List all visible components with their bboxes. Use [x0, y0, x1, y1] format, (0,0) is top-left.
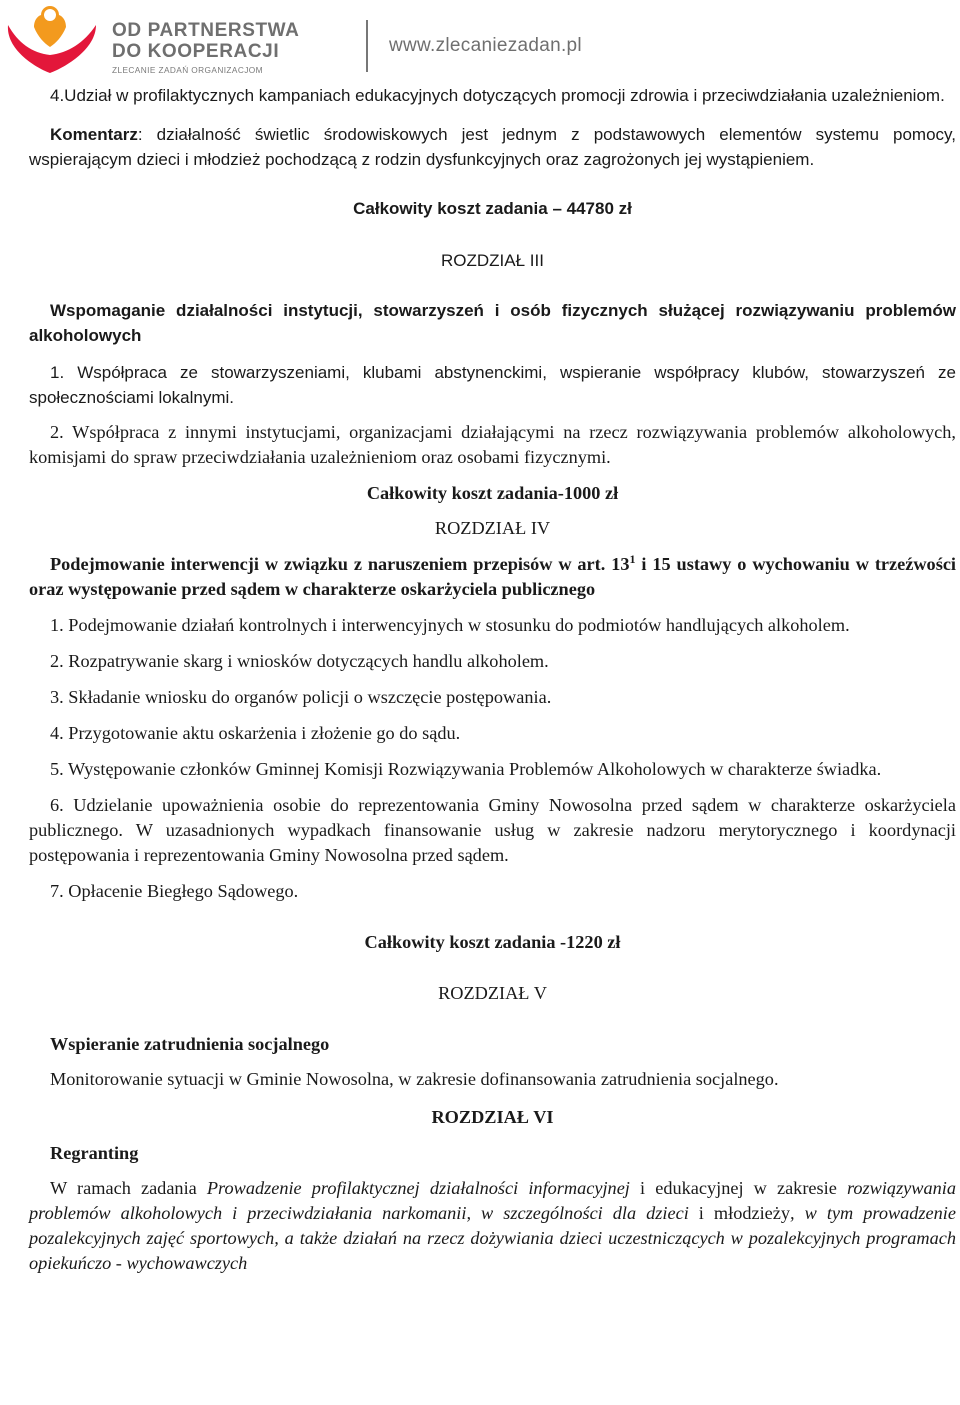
r6-text [29, 1176, 956, 1276]
r6-text-e: i młodzieży [688, 1203, 791, 1223]
r4-title-part-a: Podejmowanie interwencji w związku z naruszeniem przepisów w art. 13 [50, 554, 630, 574]
komentarz-label: Komentarz [50, 125, 138, 144]
r4-item-1: 1. Podejmowanie działań kontrolnych i interwencyjnych w stosunku do podmiotów handlujących alkoholem. [50, 615, 850, 635]
rozdzial-6-heading: ROZDZIAŁ VI [431, 1107, 554, 1127]
r4-item-2: 2. Rozpatrywanie skarg i wniosków dotyczących handlu alkoholem. [50, 651, 549, 671]
rozdzial-3-heading: ROZDZIAŁ III [441, 251, 544, 270]
r4-title-part-b: i 15 ustawy o wychowaniu w trzeźwości oraz występowanie przed sądem w charakterze oskarżyciela publicznego [29, 554, 957, 599]
r4-item-5: 5. Występowanie członków Gminnej Komisji Rozwiązywania Problemów Alkoholowych w charakterze świadka. [50, 759, 882, 779]
rozdzial-4-heading: ROZDZIAŁ IV [434, 518, 551, 538]
koszt-heading-1: Całkowity koszt zadania – 44780 zł [353, 199, 632, 218]
paragraph-komentarz [29, 122, 956, 172]
r4-item-6: 6. Udzielanie upoważnienia osobie do reprezentowania Gminy Nowosolna przed sądem w charakterze oskarżyciela publicznego. W uzasadnionych wypadkach finansowanie usług w zakresie nadzoru merytorycznego i koordynacji postępowania i reprezentowania Gminy Nowosolna przed sądem. [29, 795, 956, 865]
r4-item-3: 3. Składanie wniosku do organów policji o wszczęcie postępowania. [50, 687, 552, 707]
site-url[interactable]: www.zlecaniezadan.pl [389, 35, 582, 56]
document-body [29, 83, 956, 1276]
brand-text [112, 20, 300, 76]
paragraph-udzial: 4.Udział w profilaktycznych kampaniach edukacyjnych dotyczących promocji zdrowia i przeciwdziałania uzależnieniom. [50, 86, 945, 105]
r5-text: Monitorowanie sytuacji w Gminie Nowosolna, w zakresie dofinansowania zatrudnienia socjalnego. [50, 1069, 779, 1089]
koszt-heading-2: Całkowity koszt zadania-1000 zł [366, 483, 619, 503]
brand-line-3: ZLECANIE ZADAŃ ORGANIZACJOM [112, 65, 263, 75]
header-divider [366, 20, 368, 72]
r6-text-b: Prowadzenie profilaktycznej działalności informacyjnej [206, 1178, 630, 1198]
rozdzial-6-title: Regranting [50, 1143, 139, 1163]
rozdzial-5-heading: ROZDZIAŁ V [438, 983, 547, 1003]
r6-text-f: , w tym prowadzenie pozalekcyjnych zajęć sportowych, a także działań na rzecz dożywiania dzieci uczestniczących w pozalekcyjnych programach opiekuńczo - wychowawczych [29, 1203, 956, 1273]
r3-item-1: 1. Współpraca ze stowarzyszeniami, klubami abstynenckimi, wspieranie współpracy klubów, stowarzyszeń ze społecznościami lokalnymi. [29, 363, 956, 407]
r6-text-a: W ramach zadania [50, 1178, 207, 1198]
r4-title-superscript: 1 [629, 551, 636, 566]
r4-item-4: 4. Przygotowanie aktu oskarżenia i złożenie go do sądu. [50, 723, 461, 743]
brand-line-2: DO KOOPERACJI [112, 41, 280, 62]
koszt-heading-3: Całkowity koszt zadania -1220 zł [364, 932, 621, 952]
r3-item-2: 2. Współpraca z innymi instytucjami, organizacjami działającymi na rzecz rozwiązywania problemów alkoholowych, komisjami do spraw przeciwdziałania uzależnieniom oraz osobami fizycznymi. [29, 422, 956, 467]
brand-line-1: OD PARTNERSTWA [112, 20, 300, 41]
rozdzial-3-title: Wspomaganie działalności instytucji, stowarzyszeń i osób fizycznych służącej rozwiązywaniu problemów alkoholowych [29, 301, 956, 345]
rozdzial-5-title: Wspieranie zatrudnienia socjalnego [50, 1034, 330, 1054]
logo-heart-icon [4, 3, 102, 82]
r4-item-7: 7. Opłacenie Biegłego Sądowego. [50, 881, 299, 901]
r6-text-d: rozwiązywania problemów alkoholowych i przeciwdziałania narkomanii, w szczególności dla dzieci [29, 1178, 956, 1223]
page-header [0, 0, 960, 80]
r6-text-c: i edukacyjnej w zakresie [629, 1178, 847, 1198]
rozdzial-4-title [29, 552, 956, 602]
komentarz-text: : działalność świetlic środowiskowych jest jednym z podstawowych elementów systemu pomocy, wspierającym dzieci i młodzież pochodzącą z rodzin dysfunkcyjnych oraz zagrożonych jej wystąpieniem. [29, 125, 956, 169]
